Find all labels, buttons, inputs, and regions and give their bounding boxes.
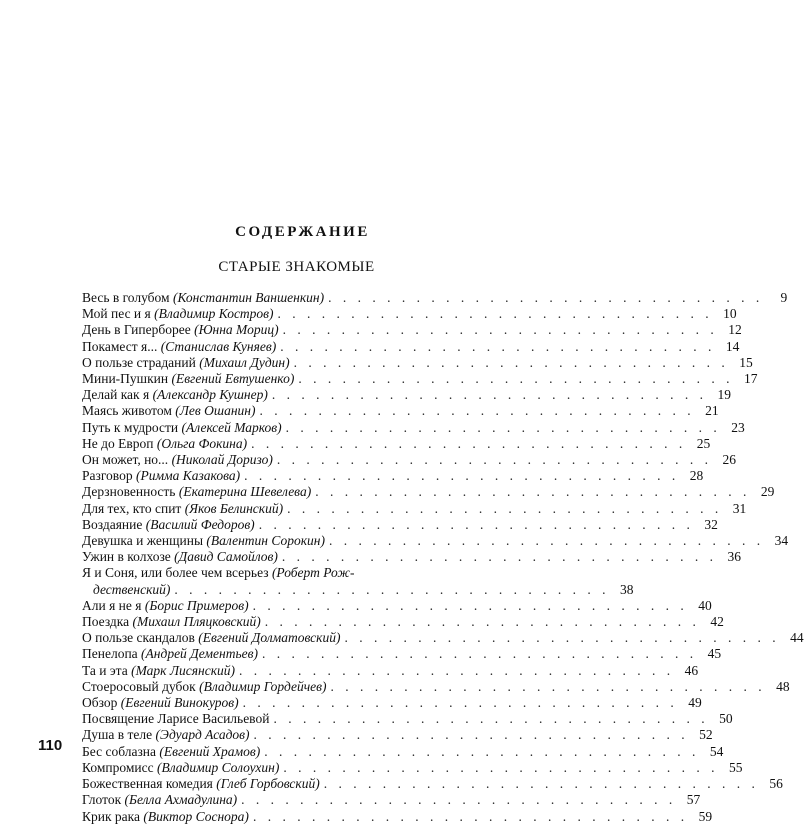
toc-entry-author: (Василий Федоров) <box>145 516 255 532</box>
toc-entry-text <box>82 727 250 743</box>
dot-leader: . . . . . . . . . . . . . . . . . . . . . . . . . . . . . . <box>277 306 713 322</box>
toc-entry <box>82 711 733 727</box>
toc-entry <box>82 581 634 598</box>
toc-entry <box>82 290 788 306</box>
toc-entry-author: (Евгений Винокуров) <box>120 695 239 711</box>
toc-entry <box>82 727 713 743</box>
toc-entry-text <box>82 306 274 322</box>
toc-entry-page: 45 <box>707 646 722 662</box>
toc-entry-page: 36 <box>727 549 742 565</box>
toc-entry-text <box>82 403 255 419</box>
toc-entry-title: Посвящение Ларисе Васильевой <box>82 711 270 727</box>
toc-entry <box>82 387 731 403</box>
toc-entry-title: Я и Соня, или более чем всерьез <box>82 565 269 581</box>
toc-entry-text <box>82 711 269 727</box>
toc-entry-title: Для тех, кто спит <box>82 500 182 516</box>
toc-entry-author: (Эдуард Асадов) <box>155 727 250 743</box>
toc-entry-page: 21 <box>705 403 719 419</box>
toc-entry <box>82 597 712 614</box>
dot-leader: . . . . . . . . . . . . . . . . . . . . . . . . . . . . . . <box>253 727 689 743</box>
dot-leader: . . . . . . . . . . . . . . . . . . . . . . . . . . . . . . <box>273 711 709 727</box>
toc-entry-page: 48 <box>776 678 790 694</box>
toc-entry-page: 14 <box>725 338 740 354</box>
toc-entry-page: 12 <box>728 322 742 338</box>
toc-entry <box>82 743 724 760</box>
toc-entry-page: 59 <box>698 808 713 824</box>
toc-entry <box>82 322 742 338</box>
toc-entry <box>82 468 704 484</box>
toc-entry-title: Крик рака <box>82 808 141 824</box>
toc-entry-page: 25 <box>696 435 711 451</box>
toc-entry-title: Божественная комедия <box>82 776 213 792</box>
toc-entry <box>82 792 701 808</box>
toc-entry-title: Он может, но... <box>82 452 169 468</box>
toc-entry-author: (Михаил Дудин) <box>199 354 290 370</box>
toc-entry-author: (Давид Самойлов) <box>174 549 278 565</box>
toc-entry-text <box>82 614 261 630</box>
toc-entry-text <box>82 290 324 306</box>
toc-entry <box>82 565 414 581</box>
toc-entry-title: День в Гиперборее <box>82 322 191 338</box>
toc-entry-page: 44 <box>790 630 804 646</box>
toc-entry-page: 23 <box>731 419 745 435</box>
toc-entry <box>82 419 745 436</box>
toc-entry-page: 26 <box>722 452 736 468</box>
toc-entry-text <box>82 468 240 484</box>
toc-entry-title: Делай как я <box>82 387 150 403</box>
toc-entry-title: Бес соблазна <box>82 743 156 759</box>
toc-entry <box>82 776 783 792</box>
toc-entry-title: Путь к мудрости <box>82 419 179 435</box>
toc-entry-author: (Роберт Рож- <box>271 565 355 581</box>
toc-entry-page: 56 <box>769 776 783 792</box>
dot-leader: . . . . . . . . . . . . . . . . . . . . . . . . . . . . . . <box>298 371 734 387</box>
toc-entry-page: 9 <box>780 290 788 305</box>
toc-entry-text <box>82 339 276 355</box>
toc-entry <box>82 549 742 565</box>
toc-entry-author: (Евгений Долматовский) <box>198 630 341 646</box>
toc-entry-title: Пенелопа <box>82 646 138 662</box>
toc-entry-title: Стоеросовый дубок <box>82 678 196 694</box>
toc-entry-page: 10 <box>723 306 737 322</box>
toc-entry-page: 32 <box>704 516 718 532</box>
toc-entry <box>82 695 702 711</box>
toc-entry-text <box>82 517 255 533</box>
dot-leader: . . . . . . . . . . . . . . . . . . . . . . . . . . . . . . <box>252 597 688 613</box>
toc-entry <box>82 614 724 630</box>
toc-entry <box>82 678 790 695</box>
toc-entry-author: (Борис Примеров) <box>144 597 249 613</box>
toc-entry-text <box>82 646 258 662</box>
toc-entry <box>82 500 747 517</box>
toc-entry-author: (Станислав Куняев) <box>160 338 277 354</box>
toc-entry-author: (Михаил Пляцковский) <box>132 614 261 630</box>
toc-entry-author: (Николай Доризо) <box>171 452 273 468</box>
toc-entry-text <box>82 452 273 468</box>
dot-leader: . . . . . . . . . . . . . . . . . . . . . . . . . . . . . . <box>315 484 751 500</box>
toc-entry-title: Разговор <box>82 468 133 484</box>
toc-entry-page: 42 <box>710 614 724 630</box>
toc-entry <box>82 452 736 468</box>
toc-entry-author: (Андрей Дементьев) <box>141 646 258 662</box>
toc-entry-page: 29 <box>760 484 775 500</box>
toc-entry-title: Мой пес и я <box>82 306 151 322</box>
toc-entry-text <box>82 387 268 403</box>
toc-entry-text <box>82 630 340 646</box>
toc-entry-title: Та и эта <box>82 662 128 678</box>
dot-leader: . . . . . . . . . . . . . . . . . . . . . . . . . . . . . . <box>283 759 719 775</box>
toc-entry-text <box>82 436 247 452</box>
toc-entry-title: Компромисс <box>82 759 154 775</box>
dot-leader: . . . . . . . . . . . . . . . . . . . . . . . . . . . . . . <box>239 662 675 678</box>
dot-leader: . . . . . . . . . . . . . . . . . . . . . . . . . . . . . . <box>281 549 718 565</box>
dot-leader: . . . . . . . . . . . . . . . . . . . . . . . . . . . . . . <box>285 419 721 435</box>
toc-entry-page: 52 <box>699 727 713 743</box>
toc-entry-author: (Константин Ваншенкин) <box>172 290 325 305</box>
toc-entry-text <box>82 776 320 792</box>
toc-entry-title: Весь в голубом <box>82 290 170 305</box>
toc-entry <box>82 759 743 776</box>
toc-entry-author: (Владимир Солоухин) <box>156 759 280 775</box>
toc-entry <box>82 371 758 387</box>
toc-entry-author: (Яков Белинский) <box>184 500 284 516</box>
toc-entry-title: Девушка и женщины <box>82 533 204 549</box>
dot-leader: . . . . . . . . . . . . . . . . . . . . . . . . . . . . . . <box>323 776 759 792</box>
toc-entry-author: (Юнна Мориц) <box>194 322 279 338</box>
toc-entry-page: 28 <box>689 468 704 484</box>
toc-entry-page: 40 <box>698 597 712 613</box>
toc-entry-author: (Владимир Костров) <box>154 306 274 322</box>
toc-entry-author: (Алексей Марков) <box>181 419 282 435</box>
toc-entry <box>82 630 804 646</box>
toc-entry-title: Али я не я <box>82 597 142 613</box>
toc-entry-text <box>82 582 170 598</box>
toc-entry-title: Ужин в колхозе <box>82 549 171 565</box>
toc-entry-author: (Евгений Храмов) <box>159 743 261 759</box>
toc-entry-page: 17 <box>743 371 758 387</box>
toc-entry <box>82 808 713 825</box>
toc-entry-text <box>82 322 279 338</box>
toc-entry-author: (Владимир Гордейчев) <box>199 678 327 694</box>
dot-leader: . . . . . . . . . . . . . . . . . . . . . . . . . . . . . . <box>328 290 764 305</box>
toc-entry-title: Поездка <box>82 614 130 630</box>
toc-entry <box>82 403 719 419</box>
toc-entry-title: О пользе скандалов <box>82 630 195 646</box>
toc-entry-text <box>82 533 325 549</box>
toc-entry-title: О пользе страданий <box>82 354 196 370</box>
toc-entry-text <box>82 760 279 776</box>
dot-leader: . . . . . . . . . . . . . . . . . . . . . . . . . . . . . . <box>330 678 766 694</box>
dot-leader: . . . . . . . . . . . . . . . . . . . . . . . . . . . . . . <box>258 516 694 532</box>
toc-entry-text <box>82 679 327 695</box>
toc-entry-text <box>82 695 239 711</box>
dot-leader: . . . . . . . . . . . . . . . . . . . . . . . . . . . . . . <box>241 792 677 808</box>
toc-entry-author: (Александр Кушнер) <box>152 387 268 403</box>
dot-leader: . . . . . . . . . . . . . . . . . . . . . . . . . . . . . . <box>264 614 700 630</box>
toc-entry-text <box>82 744 260 760</box>
toc-entry-text <box>82 501 283 517</box>
toc-entry-page: 55 <box>729 759 743 775</box>
section-heading: СТАРЫЕ ЗНАКОМЫЕ <box>218 259 375 275</box>
toc-entry-author: (Марк Лисянский) <box>131 662 236 678</box>
toc-entry-author: (Глеб Горбовский) <box>216 776 320 792</box>
dot-leader: . . . . . . . . . . . . . . . . . . . . . . . . . . . . . . <box>276 452 712 468</box>
dot-leader: . . . . . . . . . . . . . . . . . . . . . . . . . . . . . . <box>261 646 698 662</box>
toc-entry <box>82 484 775 500</box>
toc-entry-text <box>82 598 249 614</box>
toc-entry <box>82 662 699 679</box>
toc-entry-page: 34 <box>774 533 789 549</box>
toc-entry-title: Обзор <box>82 695 118 711</box>
toc-entry-text <box>82 355 290 371</box>
toc-entry-page: 31 <box>732 500 747 516</box>
dot-leader: . . . . . . . . . . . . . . . . . . . . . . . . . . . . . . <box>264 743 700 759</box>
toc-entry <box>82 533 789 549</box>
toc-entry-page: 15 <box>739 354 753 370</box>
dot-leader: . . . . . . . . . . . . . . . . . . . . . . . . . . . . . . <box>244 468 680 484</box>
toc-entry-title: Маясь животом <box>82 403 172 419</box>
toc-entry <box>82 338 740 355</box>
dot-leader: . . . . . . . . . . . . . . . . . . . . . . . . . . . . . . <box>259 403 695 419</box>
toc-entry-page: 49 <box>688 695 702 711</box>
toc-entry-text <box>82 565 354 581</box>
toc-entry <box>82 354 753 371</box>
dot-leader: . . . . . . . . . . . . . . . . . . . . . . . . . . . . . . <box>293 354 729 370</box>
toc-entry <box>82 646 722 662</box>
toc-entry-text <box>82 549 278 565</box>
toc-entry-text <box>82 420 282 436</box>
toc-entry-text <box>82 484 311 500</box>
toc-entry-page: 50 <box>719 711 733 727</box>
dot-leader: . . . . . . . . . . . . . . . . . . . . . . . . . . . . . . <box>329 533 765 549</box>
toc-entry-author: (Лев Ошанин) <box>175 403 256 419</box>
toc-entry-page: 38 <box>620 581 634 597</box>
dot-leader: . . . . . . . . . . . . . . . . . . . . . . . . . . . . . . <box>251 435 687 451</box>
toc-entry-page: 57 <box>686 792 701 808</box>
toc-entry-author: (Евгений Евтушенко) <box>171 371 295 387</box>
toc-entry-text <box>82 371 294 387</box>
dot-leader: . . . . . . . . . . . . . . . . . . . . . . . . . . . . . . <box>282 322 718 338</box>
toc-entry-page: 54 <box>709 743 724 759</box>
page-number: 110 <box>38 737 63 754</box>
contents-heading: СОДЕРЖАНИЕ <box>235 224 370 240</box>
toc-entry-title: Дерзновенность <box>82 484 176 500</box>
toc-entry-author: (Валентин Сорокин) <box>206 533 325 549</box>
toc-entry-page: 46 <box>684 662 699 678</box>
toc-entry <box>82 306 737 322</box>
toc-entry-author: (Виктор Соснора) <box>143 808 249 824</box>
dot-leader: . . . . . . . . . . . . . . . . . . . . . . . . . . . . . . <box>252 808 689 824</box>
toc-entry <box>82 516 718 533</box>
toc-entry-title: Глоток <box>82 792 122 808</box>
toc-entry-author: (Римма Казакова) <box>135 468 241 484</box>
toc-entry-title: Душа в теле <box>82 727 153 743</box>
toc-entry-author: (Белла Ахмадулина) <box>124 792 238 808</box>
table-of-contents <box>82 290 804 825</box>
dot-leader: . . . . . . . . . . . . . . . . . . . . . . . . . . . . . . <box>280 338 716 354</box>
toc-entry-title: Не до Европ <box>82 435 154 451</box>
dot-leader: . . . . . . . . . . . . . . . . . . . . . . . . . . . . . . <box>271 387 707 403</box>
toc-entry-title: Воздаяние <box>82 516 143 532</box>
toc-entry-text <box>82 809 249 825</box>
toc-entry <box>82 435 711 452</box>
dot-leader: . . . . . . . . . . . . . . . . . . . . . . . . . . . . . . <box>174 581 610 597</box>
toc-entry-author: (Ольга Фокина) <box>156 435 248 451</box>
toc-entry-author: (Екатерина Шевелева) <box>178 484 312 500</box>
dot-leader: . . . . . . . . . . . . . . . . . . . . . . . . . . . . . . <box>287 500 723 516</box>
toc-entry-author: дественский) <box>93 581 171 597</box>
toc-entry-text <box>82 663 235 679</box>
dot-leader: . . . . . . . . . . . . . . . . . . . . . . . . . . . . . . <box>344 630 780 646</box>
dot-leader: . . . . . . . . . . . . . . . . . . . . . . . . . . . . . . <box>242 695 678 711</box>
toc-entry-page: 19 <box>717 387 731 403</box>
toc-entry-text <box>82 792 237 808</box>
toc-entry-title: Мини-Пушкин <box>82 371 169 387</box>
toc-entry-title: Покамест я... <box>82 338 158 354</box>
